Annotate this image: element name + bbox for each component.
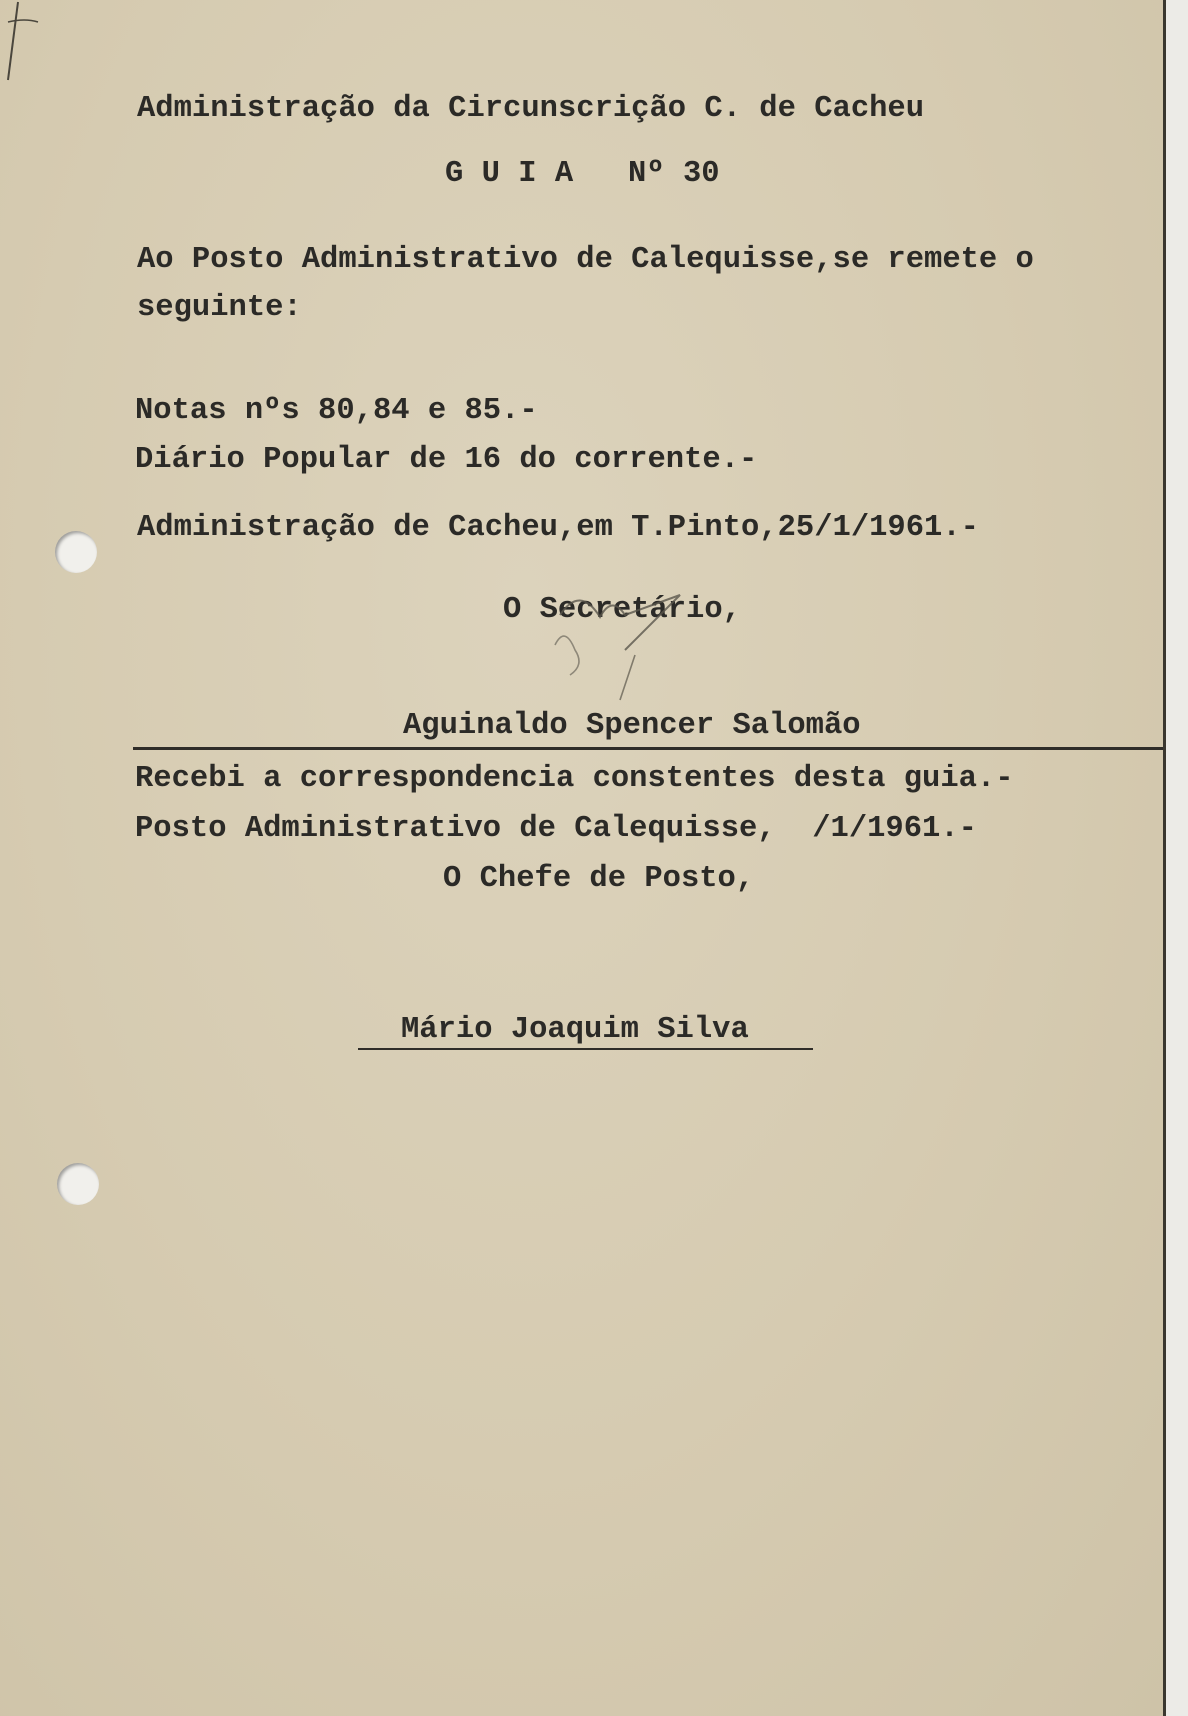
intro-line-1: Ao Posto Administrativo de Calequisse,se remete o — [137, 243, 1034, 277]
item-diario-popular: Diário Popular de 16 do corrente.- — [135, 443, 758, 477]
place-date-line: Administração de Cacheu,em T.Pinto,25/1/1961.- — [137, 511, 979, 545]
secretary-name: Aguinaldo Spencer Salomão — [403, 709, 861, 743]
punch-hole-bottom — [57, 1163, 99, 1205]
punch-hole-top — [55, 531, 97, 573]
receipt-line-2: Posto Administrativo de Calequisse, /1/1961.- — [135, 812, 977, 846]
chief-name-underline — [358, 1048, 813, 1050]
margin-pencil-mark — [0, 0, 40, 100]
item-notas: Notas nºs 80,84 e 85.- — [135, 394, 538, 428]
secretary-title: O Secretário, — [503, 593, 741, 627]
chief-name: Mário Joaquim Silva — [401, 1013, 749, 1047]
document-title: G U I A Nº 30 — [445, 157, 720, 191]
receipt-line-1: Recebi a correspondencia constentes desta guia.- — [135, 762, 1014, 796]
scan-background-strip — [1166, 0, 1188, 1716]
signature-divider-rule — [133, 747, 1163, 750]
intro-line-2: seguinte: — [137, 291, 302, 325]
secretary-signature — [540, 555, 730, 715]
header-line: Administração da Circunscrição C. de Cacheu — [137, 92, 925, 126]
chief-title: O Chefe de Posto, — [443, 862, 755, 896]
